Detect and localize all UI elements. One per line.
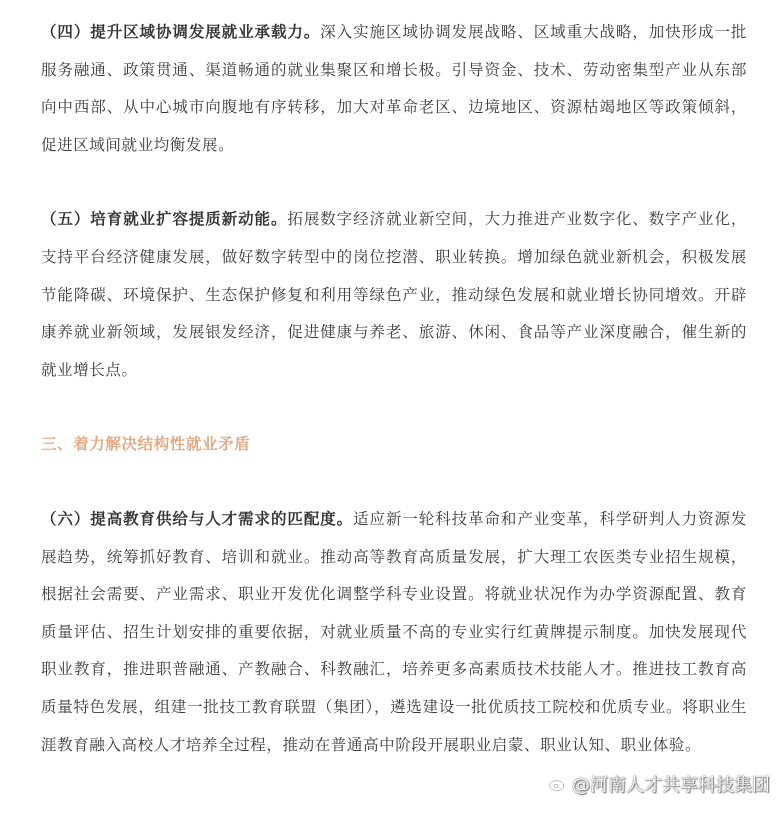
paragraph-6-body: 适应新一轮科技革命和产业变革，科学研判人力资源发展趋势，统筹抓好教育、培训和就业。推动高等教育高质量发展，扩大理工农医类专业招生规模，根据社会需要、产业需求、职业开发优化调整学科专业设置。将就业状况作为办学资源配置、教育质量评估、招生计划安排的重要依据，对就业质量不高的专业实行红黄牌提示制度。加快发展现代职业教育，推进职普融通、产教融合、科教融汇，培养更多高素质技术技能人才。推进技工教育高质量特色发展，组建一批技工教育联盟（集团），遴选建设一批优质技工院校和优质专业。将职业生涯教育融入高校人才培养全过程，推动在普通高中阶段开展职业启蒙、职业认知、职业体验。 xyxy=(41,509,747,754)
paragraph-5 xyxy=(41,201,747,389)
article-body xyxy=(41,14,747,764)
source-watermark xyxy=(548,771,770,797)
section-heading: 三、着力解决结构性就业矛盾 xyxy=(41,435,251,454)
paragraph-6-lead: （六）提高教育供给与人才需求的匹配度。 xyxy=(41,509,354,528)
paragraph-5-lead: （五）培育就业扩容提质新动能。 xyxy=(41,210,288,229)
paragraph-4 xyxy=(41,14,747,164)
paragraph-4-lead: （四）提升区域协调发展就业承载力。 xyxy=(41,23,321,41)
watermark-text: @河南人才共享科技集团 xyxy=(572,775,770,796)
paragraph-6 xyxy=(41,501,747,764)
paragraph-4-body: 深入实施区域协调发展战略、区域重大战略，加快形成一批服务融通、政策贯通、渠道畅通的就业集聚区和增长极。引导资金、技术、劳动密集型产业从东部向中西部、从中心城市向腹地有序转移，加大对革命老区、边境地区、资源枯竭地区等政策倾斜，促进区域间就业均衡发展。 xyxy=(41,23,747,154)
paragraph-5-body: 拓展数字经济就业新空间，大力推进产业数字化、数字产业化，支持平台经济健康发展，做好数字转型中的岗位挖潜、职业转换。增加绿色就业新机会，积极发展节能降碳、环境保护、生态保护修复和利用等绿色产业，推动绿色发展和就业增长协同增效。开辟康养就业新领域，发展银发经济，促进健康与养老、旅游、休闲、食品等产业深度融合，催生新的就业增长点。 xyxy=(41,210,747,379)
weibo-logo-icon xyxy=(548,774,568,794)
